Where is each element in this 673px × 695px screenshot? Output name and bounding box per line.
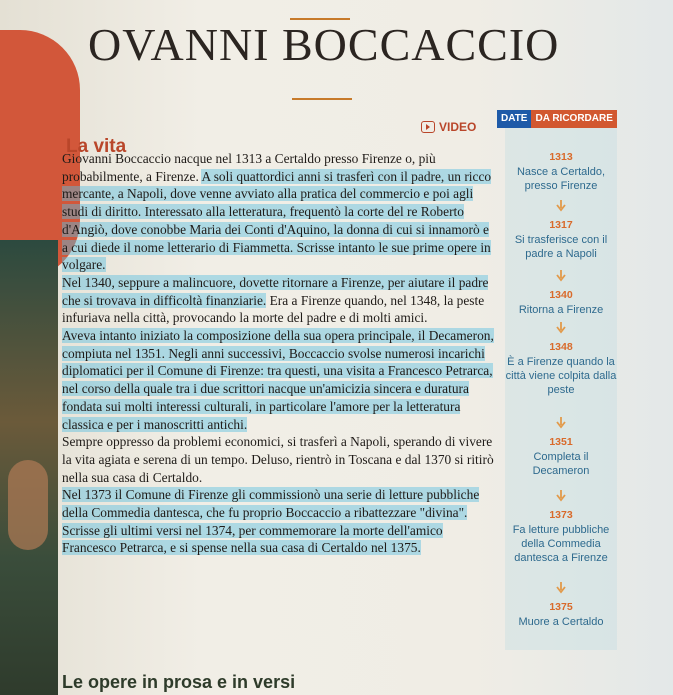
text-segment: Era a Firenze quando, nel 1348, la peste infuriava nella città, provocando la morte del padre e di molti amici. [62, 292, 485, 326]
timeline-year: 1348 [549, 341, 573, 353]
video-link[interactable] [421, 120, 476, 134]
arrow-down-icon [556, 270, 566, 282]
highlighted-text: Nel 1373 il Comune di Firenze gli commissionò una serie di letture pubbliche della Commedia dantesca, che fu proprio Boccaccio a ribattezzare "divina". Scrisse gli ultimi versi nel 1374, per commemorare la morte dell'amico Francesco Petrarca, e si spense nella sua casa di Certaldo nel 1375. [62, 487, 480, 556]
biography-paragraph [62, 150, 498, 274]
timeline-event: Ritorna a Firenze [518, 304, 604, 316]
highlighted-text: Nel 1340, seppure a malincuore, dovette ritornare a Firenze, per aiutare il padre che si trovava in difficoltà finanziarie. [62, 274, 489, 308]
arrow-down-icon [556, 200, 566, 212]
timeline-year: 1373 [549, 509, 573, 521]
video-play-icon [421, 121, 435, 133]
timeline-event: Fa letture pubbliche della Commedia dantesca a Firenze [512, 524, 610, 564]
timeline-remember-label: DA RICORDARE [531, 110, 616, 128]
timeline-year: 1375 [549, 601, 573, 613]
timeline-event: Nasce a Certaldo, presso Firenze [516, 166, 606, 192]
timeline-year: 1340 [549, 289, 573, 301]
biography-paragraph [62, 327, 498, 433]
video-label: VIDEO [439, 120, 477, 134]
highlighted-text: A soli quattordici anni si trasferì con il padre, un ricco mercante, a Napoli, dove venne avviato alla pratica del commercio e poi agli studi di diritto. Interessato alla letteratura, frequentò la corte del re Roberto d'Angiò, dove conobbe Maria dei Conti d'Aquino, la donna di cui si innamorò e a cui diede il nome letterario di Fiammetta. Scrisse intanto le sue prime opere in volgare. [62, 168, 492, 273]
next-section-title: Le opere in prosa e in versi [62, 672, 296, 692]
timeline-event: È a Firenze quando la città viene colpita dalla peste [505, 356, 617, 396]
timeline-date-label: DATE [497, 110, 531, 128]
title-decoration-bottom [292, 98, 352, 100]
timeline-year: 1313 [549, 151, 573, 163]
arrow-down-icon [556, 582, 566, 594]
section-title: La vita [66, 136, 127, 157]
arrow-down-icon [556, 490, 566, 502]
timeline-event: Completa il Decameron [532, 451, 590, 477]
text-segment: Sempre oppresso da problemi economici, si trasferì a Napoli, sperando di vivere la vita agiata e serena di un tempo. Deluso, rientrò in Toscana e dal 1370 si ritirò nella sua casa di Certaldo. [62, 434, 494, 485]
text-segment: Giovanni Boccaccio nacque nel 1313 a Certaldo presso Firenze o, più probabilmente, a Firenze. [62, 151, 436, 184]
arrow-down-icon [556, 322, 566, 334]
arrow-down-icon [556, 417, 566, 429]
biography-paragraph [62, 486, 498, 557]
timeline-year: 1351 [549, 436, 573, 448]
page-title: OVANNI BOCCACCIO [88, 19, 560, 70]
highlighted-text: Aveva intanto iniziato la composizione della sua opera principale, il Decameron, compiuta nel 1351. Negli anni successivi, Boccaccio svolse numerosi incarichi diplomatici per il Comune di Firenze: tra questi, una visita a Francesco Petrarca, nel corso della quale tra i due scrittori nacque un'amicizia sincera e duratura fondata sui molti interessi culturali, in particolare l'amore per la letteratura classica e per i manoscritti antichi. [62, 328, 494, 432]
biography-paragraph [62, 433, 498, 486]
biography-text [62, 150, 498, 557]
timeline-year: 1317 [549, 219, 573, 231]
biography-paragraph [62, 274, 498, 327]
portrait-image [0, 240, 58, 695]
timeline-event: Si trasferisce con il padre a Napoli [514, 234, 608, 260]
timeline-header [497, 110, 617, 128]
timeline-event: Muore a Certaldo [518, 616, 604, 628]
